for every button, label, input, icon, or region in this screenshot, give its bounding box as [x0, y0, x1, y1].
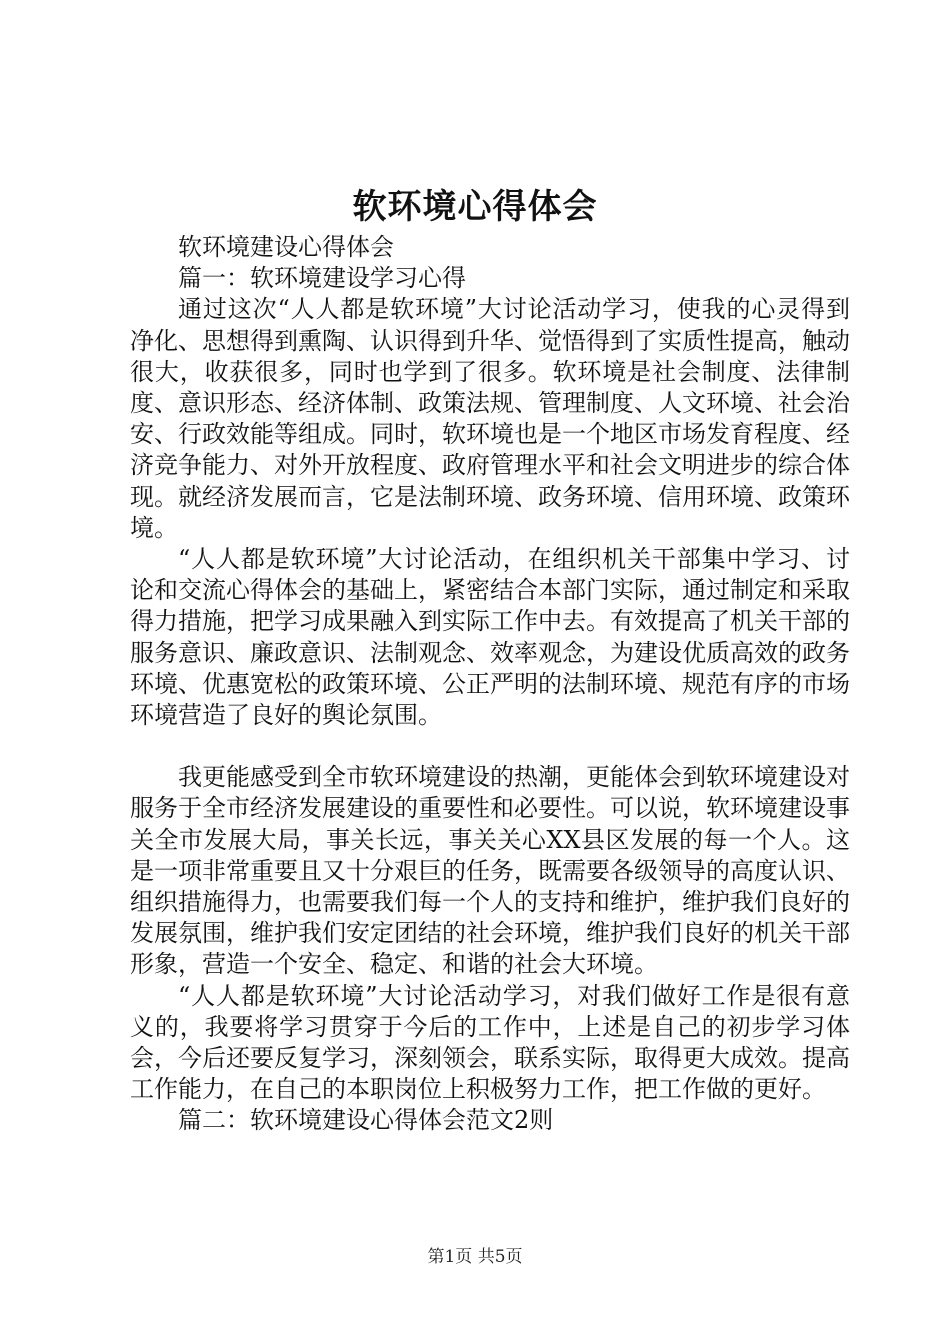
document-title: 软环境心得体会 — [352, 187, 598, 227]
body-paragraph: 通过这次“人人都是软环境”大讨论活动学习，使我的心灵得到净化、思想得到熏陶、认识得到升华、觉悟得到了实质性提高，触动很大，收获很多，同时也学到了很多。软环境是社会制度、法律制度、意识形态、经济体制、政策法规、管理制度、人文环境、社会治安、行政效能等组成。同时，软环境也是一个地区市场发育程度、经济竞争能力、对外开放程度、政府管理水平和社会文明进步的综合体现。就经济发展而言，它是法制环境、政务环境、信用环境、政策环境。 — [130, 295, 850, 542]
section-heading-1: 篇一：软环境建设学习心得 — [178, 264, 466, 293]
body-paragraph: 我更能感受到全市软环境建设的热潮，更能体会到软环境建设对服务于全市经济发展建设的重要性和必要性。可以说，软环境建设事关全市发展大局，事关长远，事关关心XX县区发展的每一个人。这是一项非常重要且又十分艰巨的任务，既需要各级领导的高度认识、组织措施得力，也需要我们每一个人的支持和维护，维护我们良好的发展氛围，维护我们安定团结的社会环境，维护我们良好的机关干部形象，营造一个安全、稳定、和谐的社会大环境。 — [130, 763, 850, 979]
body-paragraph: “人人都是软环境”大讨论活动，在组织机关干部集中学习、讨论和交流心得体会的基础上，紧密结合本部门实际，通过制定和采取得力措施，把学习成果融入到实际工作中去。有效提高了机关干部的服务意识、廉政意识、法制观念、效率观念，为建设优质高效的政务环境、优惠宽松的政策环境、公正严明的法制环境、规范有序的市场环境营造了良好的舆论氛围。 — [130, 545, 850, 730]
body-paragraph: “人人都是软环境”大讨论活动学习，对我们做好工作是很有意义的，我要将学习贯穿于今后的工作中，上述是自己的初步学习体会，今后还要反复学习，深刻领会，联系实际，取得更大成效。提高工作能力，在自己的本职岗位上积极努力工作，把工作做的更好。 — [130, 981, 850, 1104]
page-footer: 第1页 共5页 — [427, 1247, 523, 1267]
subtitle-paragraph: 软环境建设心得体会 — [178, 233, 394, 261]
document-body — [130, 232, 850, 1137]
section-heading-2: 篇二：软环境建设心得体会范文2则 — [178, 1106, 554, 1135]
